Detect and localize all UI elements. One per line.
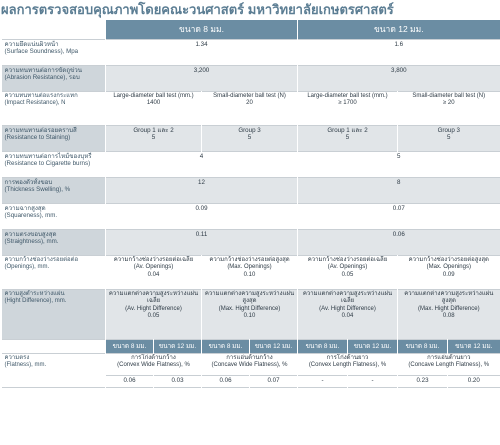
- height-avg-label-en: (Av. Hight Difference): [319, 305, 376, 312]
- flatness-value: 0.03: [154, 376, 202, 388]
- row-label-en: (Thickness Swelling), %: [4, 186, 71, 194]
- flatness-value: 0.06: [202, 376, 250, 388]
- table-row-swelling: [2, 178, 500, 204]
- table-row-height: [2, 290, 500, 340]
- staining-group-label: Group 3: [238, 127, 261, 134]
- row-label-en: (Straightness), mm.: [4, 238, 59, 246]
- abrasion-value-8mm: 3,200: [106, 66, 298, 92]
- convex-wide-label: การโก่งด้านกว้าง: [131, 355, 176, 361]
- flatness-value: 0.20: [448, 376, 500, 388]
- convex-length-label: การโก่งด้านยาว: [326, 355, 369, 361]
- staining-value: 5: [247, 134, 252, 142]
- table-row-impact: [2, 92, 500, 126]
- height-avg-label: ความแตกต่างความสูงระหว่างแผ่นเฉลี่ย: [108, 291, 199, 305]
- cigarette-value-12mm: 5: [298, 152, 500, 178]
- staining-value: 5: [345, 134, 350, 142]
- openings-avg-label-en: (Av. Openings): [133, 264, 174, 271]
- impact-small-label: Small-diameter ball test (N): [412, 93, 486, 99]
- page-title: ผลการตรวจสอบคุณภาพโดยคณะวนศาสตร์ มหาวิทยาลัยเกษตรศาสตร์: [1, 2, 394, 17]
- concave-wide-label: การแอ่นด้านกว้าง: [226, 355, 273, 361]
- row-label-th: ความกว้างช่องว่างรอยต่อต่อ: [4, 257, 79, 263]
- staining-group-label: Group 1 และ 2: [327, 127, 368, 134]
- quality-spec-table: [1, 20, 500, 388]
- height-8mm-max: 0.10: [243, 313, 256, 320]
- height-max-label-en: (Max. Hight Difference): [417, 305, 480, 312]
- impact-12mm-small: ≥ 20: [442, 100, 455, 107]
- table-row-staining: [2, 126, 500, 152]
- openings-avg-label: ความกว้างช่องว่างรอยต่อเฉลี่ย: [113, 257, 194, 263]
- size-header-row: [2, 20, 500, 40]
- row-label-en: (Impact Resistance), N: [4, 100, 66, 107]
- flatness-size-8mm: ขนาด 8 มม.: [202, 340, 250, 354]
- openings-8mm-max: 0.10: [243, 271, 256, 278]
- height-avg-label-en: (Av. Hight Difference): [125, 305, 182, 312]
- height-8mm-avg: 0.05: [147, 313, 160, 320]
- flatness-size-8mm: ขนาด 8 มม.: [298, 340, 348, 354]
- flatness-value: 0.07: [250, 376, 298, 388]
- row-label-th: ความตรงขอบสูงสุด: [4, 231, 57, 238]
- row-label-en: (Resistance to Cigarette burns): [4, 160, 91, 168]
- flatness-value: 0.06: [106, 376, 154, 388]
- row-label-th: ความทนทานต่อแรงกระแทก: [4, 93, 78, 99]
- flatness-value: -: [348, 376, 398, 388]
- cigarette-value-8mm: 4: [106, 152, 298, 178]
- surface-value-12mm: 1.6: [298, 40, 500, 66]
- openings-max-label: ความกว้างช่องว่างรอยต่อสูงสุด: [408, 257, 489, 263]
- height-12mm-max: 0.08: [442, 313, 455, 320]
- row-label-th: ความสูงต่ำระหว่างแผ่น: [4, 291, 65, 297]
- openings-max-label-en: (Max. Openings): [227, 264, 272, 271]
- impact-8mm-large: 1400: [146, 100, 161, 107]
- flatness-size-header-row: [2, 340, 500, 354]
- straightness-value-8mm: 0.11: [106, 230, 298, 256]
- row-label-th: ความทนทานต่อการไหม้ของบุหรี่: [4, 153, 92, 160]
- row-label-en: (Openings), mm.: [4, 264, 50, 271]
- row-label-en: (Abrasion Resistance), รอบ: [4, 74, 80, 82]
- size-8mm-header: ขนาด 8 มม.: [106, 20, 298, 40]
- swelling-value-8mm: 12: [106, 178, 298, 204]
- table-row-surface: [2, 40, 500, 66]
- staining-group-label: Group 1 และ 2: [133, 127, 174, 134]
- flatness-size-8mm: ขนาด 8 มม.: [398, 340, 448, 354]
- flatness-value: 0.23: [398, 376, 448, 388]
- staining-value: 5: [151, 134, 156, 142]
- flatness-size-12mm: ขนาด 12 มม.: [154, 340, 202, 354]
- table-row-straightness: [2, 230, 500, 256]
- row-label-en: (Flatness), mm.: [4, 362, 47, 369]
- row-label-th: ความทนทานต่อการขัดถูข่วน: [4, 67, 82, 74]
- squareness-value-12mm: 0.07: [298, 204, 500, 230]
- openings-12mm-avg: 0.05: [341, 271, 354, 278]
- row-label-th: ความฉากสูงสุด: [4, 205, 46, 212]
- height-12mm-avg: 0.04: [341, 313, 354, 320]
- openings-avg-label: ความกว้างช่องว่างรอยต่อเฉลี่ย: [307, 257, 388, 263]
- flatness-size-12mm: ขนาด 12 มม.: [448, 340, 500, 354]
- row-label-en: (Squareness), mm.: [4, 212, 58, 220]
- openings-8mm-avg: 0.04: [147, 271, 160, 278]
- table-row-openings: [2, 256, 500, 290]
- openings-12mm-max: 0.09: [442, 271, 455, 278]
- impact-8mm-small: 20: [246, 100, 253, 107]
- openings-max-label: ความกว้างช่องว่างรอยต่อสูงสุด: [209, 257, 290, 263]
- surface-value-8mm: 1.34: [106, 40, 298, 66]
- flatness-size-12mm: ขนาด 12 มม.: [348, 340, 398, 354]
- table-row-cigarette: [2, 152, 500, 178]
- squareness-value-8mm: 0.09: [106, 204, 298, 230]
- staining-value: 5: [447, 134, 451, 142]
- row-label-en: (Resistance to Staining): [4, 134, 71, 142]
- height-max-label: ความแตกต่างความสูงระหว่างแผ่นสูงสุด: [204, 291, 295, 305]
- openings-avg-label-en: (Av. Openings): [327, 264, 368, 271]
- table-row-abrasion: [2, 66, 500, 92]
- straightness-value-12mm: 0.06: [298, 230, 500, 256]
- abrasion-value-12mm: 3,800: [298, 66, 500, 92]
- concave-length-label-en: (Concave Length Flatness), %: [408, 362, 490, 369]
- row-label-th: การพองตัวทั้งขอบ: [4, 179, 53, 186]
- table-row-squareness: [2, 204, 500, 230]
- row-label-th: ความยึดแน่นผิวหน้า: [4, 41, 59, 48]
- flatness-value: -: [298, 376, 348, 388]
- impact-large-label: Large-diameter ball test (mm.): [307, 93, 388, 99]
- size-12mm-header: ขนาด 12 มม.: [298, 20, 500, 40]
- impact-large-label: Large-diameter ball test (mm.): [113, 93, 194, 99]
- swelling-value-12mm: 8: [298, 178, 500, 204]
- row-label-th: ความทนทานต่อรอยคราบสี: [4, 127, 77, 134]
- convex-length-label-en: (Convex Length Flatness), %: [308, 362, 387, 369]
- height-avg-label: ความแตกต่างความสูงระหว่างแผ่นเฉลี่ย: [302, 291, 393, 305]
- openings-max-label-en: (Max. Openings): [426, 264, 471, 271]
- impact-12mm-large: ≥ 1700: [338, 100, 357, 107]
- row-label-en: (Surface Soundness), Mpa: [4, 48, 79, 56]
- concave-length-label: การแอ่นด้านยาว: [427, 355, 471, 361]
- concave-wide-label-en: (Concave Wide Flatness), %: [211, 362, 288, 369]
- height-max-label: ความแตกต่างความสูงระหว่างแผ่นสูงสุด: [404, 291, 494, 305]
- staining-group-label: Group 3: [437, 127, 460, 134]
- row-label-en: (Hight Difference), mm.: [4, 298, 67, 305]
- height-max-label-en: (Max. Hight Difference): [218, 305, 281, 312]
- flatness-size-8mm: ขนาด 8 มม.: [106, 340, 154, 354]
- flatness-size-12mm: ขนาด 12 มม.: [250, 340, 298, 354]
- impact-small-label: Small-diameter ball test (N): [213, 93, 286, 99]
- convex-wide-label-en: (Convex Wide Flatness), %: [117, 362, 190, 369]
- row-label-th: ความตรง: [4, 355, 30, 361]
- table-row-flatness: [2, 354, 500, 376]
